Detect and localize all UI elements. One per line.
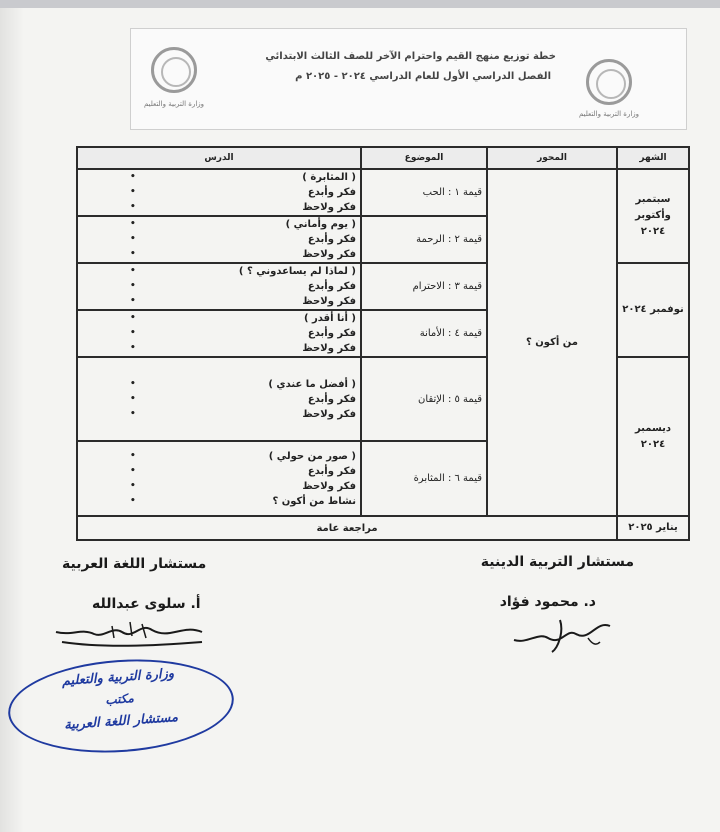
topic-cell: قيمة ١ : الحب <box>361 169 487 216</box>
month-cell: سبتمبر وأكتوبر ٢٠٢٤ <box>617 169 689 263</box>
lesson-item: • ( المثابرة ) <box>82 170 356 185</box>
lesson-item: • فكر ولاحظ <box>82 407 356 422</box>
lesson-item: • فكر وأبدع <box>82 185 356 200</box>
logo-caption-left: وزارة التربية والتعليم <box>143 100 205 108</box>
header-lessons: الدرس <box>77 147 361 169</box>
topic-cell: قيمة ٥ : الإتقان <box>361 357 487 441</box>
stamp-ministry-text: وزارة التربية والتعليم <box>61 666 175 690</box>
lesson-item: • ( لماذا لم يساعدوني ؟ ) <box>82 264 356 279</box>
topic-cell: قيمة ٢ : الرحمة <box>361 216 487 263</box>
topic-cell: قيمة ٣ : الاحترام <box>361 263 487 310</box>
lessons-cell <box>77 310 361 357</box>
background-strip <box>0 0 720 8</box>
document-header <box>130 28 687 130</box>
header-subtitle: الفصل الدراسي الأول للعام الدراسي ٢٠٢٤ - ٢٠٢٥ م <box>295 71 551 82</box>
stamp-office-text: مكتب <box>104 691 135 708</box>
right-signatory-name: د. محمود فؤاد <box>499 594 596 610</box>
lesson-item: • ( صور من حولي ) <box>82 449 356 464</box>
lessons-cell <box>77 216 361 263</box>
curriculum-plan-table <box>76 146 690 541</box>
month-cell: نوفمبر ٢٠٢٤ <box>617 263 689 357</box>
ministry-logo-icon <box>151 47 197 93</box>
lesson-item: • فكر ولاحظ <box>82 247 356 262</box>
topic-cell: قيمة ٦ : المثابرة <box>361 441 487 516</box>
header-month: الشهر <box>617 147 689 169</box>
right-signatory-title: مستشار التربية الدينية <box>480 554 634 570</box>
lesson-item: • نشاط من أكون ؟ <box>82 494 356 509</box>
lessons-cell <box>77 357 361 441</box>
lesson-item: • ( أفضل ما عندي ) <box>82 377 356 392</box>
right-signature-icon <box>500 612 620 656</box>
lesson-item: • فكر ولاحظ <box>82 341 356 356</box>
general-review-cell: مراجعة عامة <box>77 516 617 540</box>
table-row <box>77 169 689 216</box>
table-row <box>77 516 689 540</box>
lesson-item: • فكر ولاحظ <box>82 479 356 494</box>
logo-caption-right: وزارة التربية والتعليم <box>578 110 640 118</box>
lesson-item: • ( يوم وأماني ) <box>82 217 356 232</box>
header-title: خطة توزيع منهج القيم واحترام الآخر للصف الثالث الابتدائي <box>265 51 556 62</box>
lessons-cell <box>77 169 361 216</box>
lesson-item: • فكر ولاحظ <box>82 200 356 215</box>
lessons-cell <box>77 263 361 310</box>
axis-cell: من أكون ؟ <box>487 169 617 516</box>
lesson-item: • فكر وأبدع <box>82 232 356 247</box>
ministry-logo-icon <box>586 59 632 105</box>
header-topic: الموضوع <box>361 147 487 169</box>
lesson-item: • فكر وأبدع <box>82 392 356 407</box>
lessons-cell <box>77 441 361 516</box>
header-axis: المحور <box>487 147 617 169</box>
lesson-item: • فكر وأبدع <box>82 464 356 479</box>
left-signatory-name: أ. سلوى عبدالله <box>92 596 201 612</box>
lesson-item: • ( أنا أقدر ) <box>82 311 356 326</box>
stamp-advisor-text: مستشار اللغة العربية <box>63 710 179 733</box>
lesson-item: • فكر وأبدع <box>82 326 356 341</box>
left-signatory-title: مستشار اللغة العربية <box>62 556 207 572</box>
month-cell: يناير ٢٠٢٥ <box>617 516 689 540</box>
lesson-item: • فكر ولاحظ <box>82 294 356 309</box>
left-signature-icon <box>42 614 212 654</box>
month-cell: ديسمبر ٢٠٢٤ <box>617 357 689 516</box>
lesson-item: • فكر وأبدع <box>82 279 356 294</box>
table-header-row <box>77 147 689 169</box>
topic-cell: قيمة ٤ : الأمانة <box>361 310 487 357</box>
